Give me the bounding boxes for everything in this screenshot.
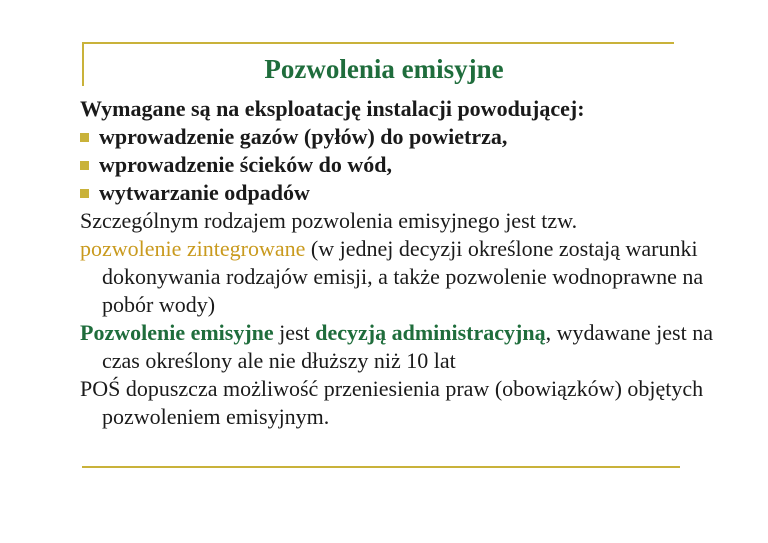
integrated-permit-description: (w jednej decyzji określone zostają warunki dokonywania rodzajów emisji, a także pozwolenie wodnoprawne na pobór wody) [102, 236, 704, 317]
slide-content [80, 95, 720, 431]
square-bullet-icon [80, 189, 89, 198]
paragraph-transfer-rights: POŚ dopuszcza możliwość przeniesienia praw (obowiązków) objętych pozwoleniem emisyjnym. [80, 376, 704, 429]
intro-text: Wymagane są na eksploatację instalacji powodującej: [80, 96, 585, 121]
frame-top-line [82, 42, 674, 44]
validity-text: , wydawane jest na czas określony ale nie dłuższy niż 10 lat [102, 320, 713, 373]
bullet-item [80, 179, 720, 207]
bullet-text: wprowadzenie ścieków do wód, [99, 152, 392, 177]
connector-text: jest [273, 320, 316, 345]
bullet-text: wprowadzenie gazów (pyłów) do powietrza, [99, 124, 508, 149]
bullet-list [80, 123, 720, 207]
bullet-item [80, 123, 720, 151]
paragraph-special-type: Szczególnym rodzajem pozwolenia emisyjnego jest tzw. [80, 208, 578, 233]
square-bullet-icon [80, 133, 89, 142]
paragraph-administrative-decision [80, 319, 720, 375]
bullet-item [80, 151, 720, 179]
administrative-decision-highlight: decyzją administracyjną [315, 320, 546, 345]
frame-bottom-line [82, 466, 680, 468]
paragraph-integrated-permit [80, 235, 720, 319]
integrated-permit-highlight: pozwolenie zintegrowane [80, 236, 306, 261]
slide-title: Pozwolenia emisyjne [264, 54, 504, 84]
emission-permit-highlight: Pozwolenie emisyjne [80, 320, 274, 345]
square-bullet-icon [80, 161, 89, 170]
bullet-text: wytwarzanie odpadów [99, 180, 310, 205]
